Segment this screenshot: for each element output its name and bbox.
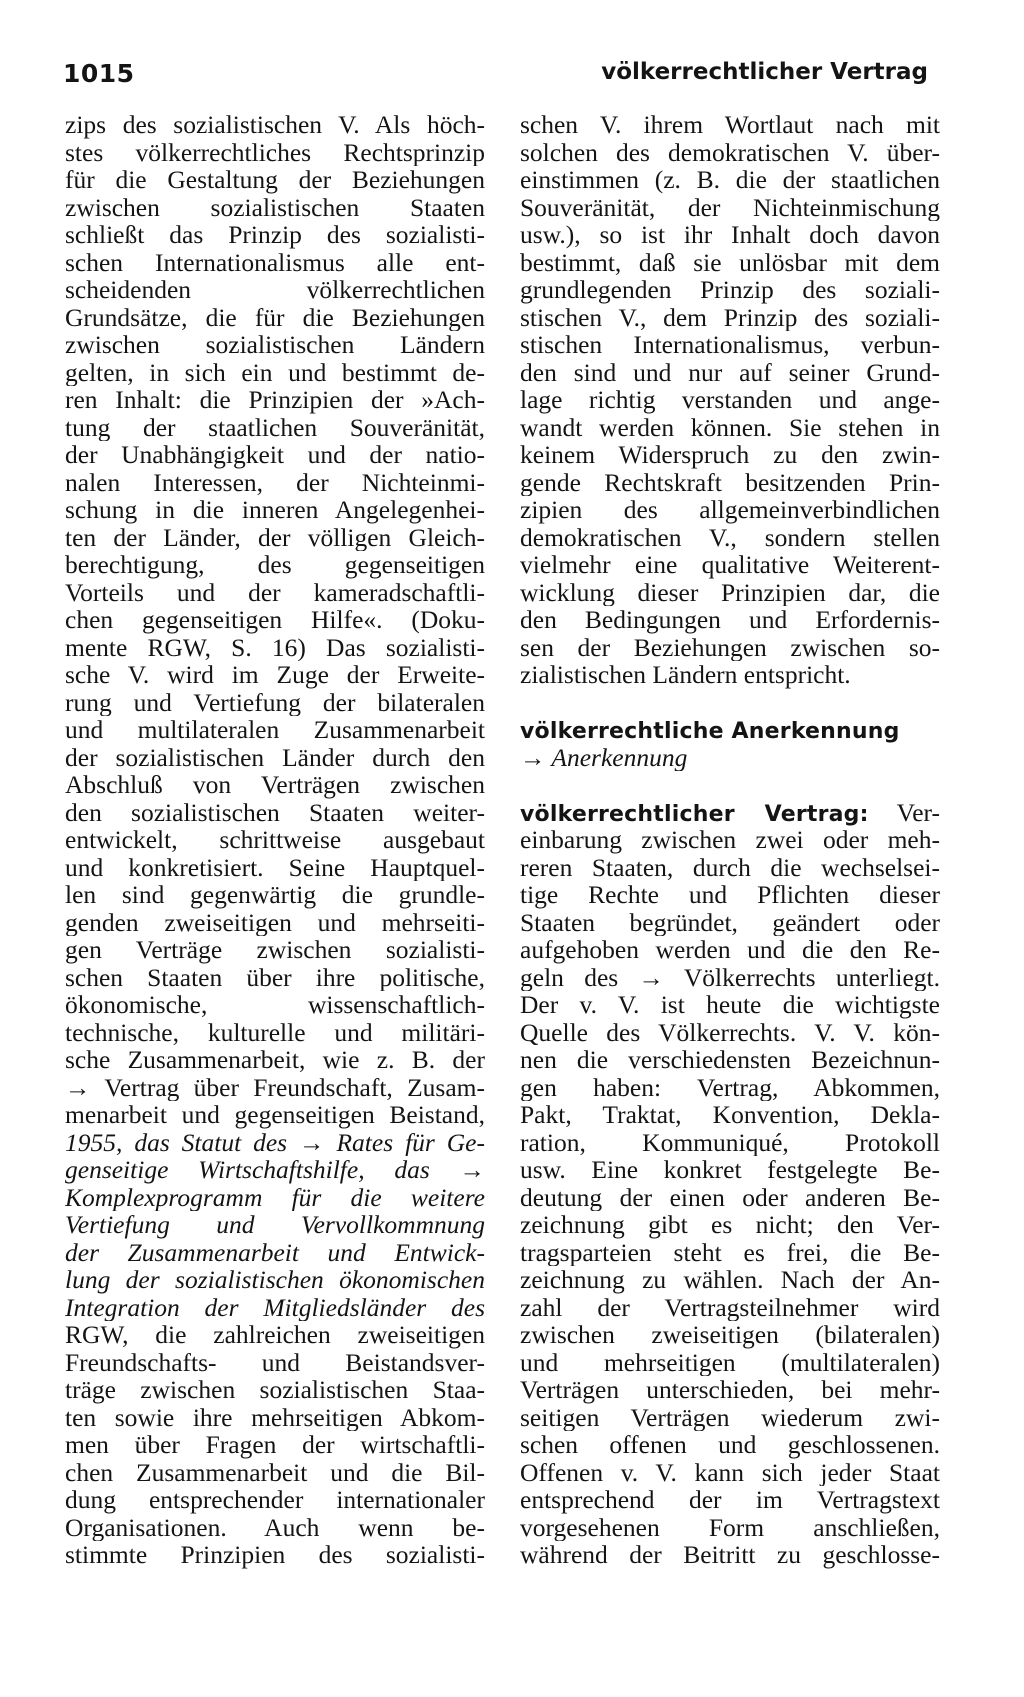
entry-headword: [520, 799, 940, 827]
text-line: und multilateralen Zusammenarbeit: [65, 716, 485, 744]
text-line: vorgesehenen Form anschließen,: [520, 1513, 940, 1541]
entry-headword-text: völkerrechtlicher Vertrag:: [520, 801, 869, 826]
text-line: zeichnung zu wählen. Nach der An-: [520, 1266, 940, 1294]
right-column: [520, 111, 940, 1569]
text-line: berechtigung, des gegenseitigen: [65, 551, 485, 579]
text-line: reren Staaten, durch die wechselsei-: [520, 853, 940, 881]
text-line: wandt werden können. Sie stehen in: [520, 413, 940, 441]
text-line: schung in die inneren Angelegenhei-: [65, 496, 485, 524]
text-line: → Vertrag über Freundschaft, Zusam-: [65, 1073, 485, 1101]
text-line: für die Gestaltung der Beziehungen: [65, 166, 485, 194]
entry-text: Ver-: [868, 798, 940, 826]
text-line: Freundschafts- und Beistandsver-: [65, 1348, 485, 1376]
text-line: zwischen sozialistischen Ländern: [65, 331, 485, 359]
text-line: nalen Interessen, der Nichteinmi-: [65, 468, 485, 496]
text-line: gen haben: Vertrag, Abkommen,: [520, 1073, 940, 1101]
text-line: den sind und nur auf seiner Grund-: [520, 358, 940, 386]
text-line: nen die verschiedensten Bezeichnun-: [520, 1046, 940, 1074]
text-line: lung der sozialistischen ökonomischen: [65, 1266, 485, 1294]
text-line: Organisationen. Auch wenn be-: [65, 1513, 485, 1541]
text-line: Staaten begründet, geändert oder: [520, 908, 940, 936]
text-line: 1955, das Statut des → Rates für Ge-: [65, 1128, 485, 1156]
text-line: dung entsprechender internationaler: [65, 1486, 485, 1514]
text-line: rung und Vertiefung der bilateralen: [65, 688, 485, 716]
text-line: tragsparteien steht es frei, die Be-: [520, 1238, 940, 1266]
entry-spacer: [520, 771, 940, 799]
text-line: schen Staaten über ihre politische,: [65, 963, 485, 991]
text-line: stischen Internationalismus, verbun-: [520, 331, 940, 359]
text-line: gelten, in sich ein und bestimmt de-: [65, 358, 485, 386]
text-line: Verträgen unterschieden, bei mehr-: [520, 1376, 940, 1404]
entry-spacer: [520, 689, 940, 717]
text-line: ten der Länder, der völligen Gleich-: [65, 523, 485, 551]
text-line: zips des sozialistischen V. Als höch-: [65, 111, 485, 139]
right-continuation: [520, 111, 940, 689]
text-line: sen der Beziehungen zwischen so-: [520, 633, 940, 661]
text-line: sche Zusammenarbeit, wie z. B. der: [65, 1046, 485, 1074]
entry-headword-text: völkerrechtliche Anerkennung: [520, 719, 900, 744]
text-line: deutung der einen oder anderen Be-: [520, 1183, 940, 1211]
text-line: wicklung dieser Prinzipien dar, die: [520, 578, 940, 606]
text-line: usw.), so ist ihr Inhalt doch davon: [520, 221, 940, 249]
text-line: einstimmen (z. B. die der staatlichen: [520, 166, 940, 194]
text-line: entwickelt, schrittweise ausgebaut: [65, 826, 485, 854]
text-line: und konkretisiert. Seine Hauptquel-: [65, 853, 485, 881]
text-line: ration, Kommuniqué, Protokoll: [520, 1128, 940, 1156]
text-line: ökonomische, wissenschaftlich-: [65, 991, 485, 1019]
text-line: Souveränität, der Nichteinmischung: [520, 193, 940, 221]
text-line: stimmte Prinzipien des sozialisti-: [65, 1541, 485, 1569]
text-line: technische, kulturelle und militäri-: [65, 1018, 485, 1046]
text-line: Quelle des Völkerrechts. V. V. kön-: [520, 1018, 940, 1046]
text-line: zwischen zweiseitigen (bilateralen): [520, 1321, 940, 1349]
text-line: demokratischen V., sondern stellen: [520, 523, 940, 551]
text-line: keinem Widerspruch zu den zwin-: [520, 441, 940, 469]
text-line: Abschluß von Verträgen zwischen: [65, 771, 485, 799]
text-line: der Unabhängigkeit und der natio-: [65, 441, 485, 469]
text-line: genden zweiseitigen und mehrseiti-: [65, 908, 485, 936]
text-line: vielmehr eine qualitative Weiterent-: [520, 551, 940, 579]
text-line: Offenen v. V. kann sich jeder Staat: [520, 1458, 940, 1486]
text-line: mente RGW, S. 16) Das sozialisti-: [65, 633, 485, 661]
text-line: solchen des demokratischen V. über-: [520, 138, 940, 166]
text-line: scheidenden völkerrechtlichen: [65, 276, 485, 304]
text-line: seitigen Verträgen wiederum zwi-: [520, 1403, 940, 1431]
text-line: gende Rechtskraft besitzenden Prin-: [520, 468, 940, 496]
text-line: ren Inhalt: die Prinzipien der »Ach-: [65, 386, 485, 414]
text-line: Der v. V. ist heute die wichtigste: [520, 991, 940, 1019]
text-line: zeichnung gibt es nicht; den Ver-: [520, 1211, 940, 1239]
text-line: und mehrseitigen (multilateralen): [520, 1348, 940, 1376]
text-line: Vertiefung und Vervollkommnung: [65, 1211, 485, 1239]
text-line: tige Rechte und Pflichten dieser: [520, 881, 940, 909]
text-line: genseitige Wirtschaftshilfe, das →: [65, 1156, 485, 1184]
text-line: schen Internationalismus alle ent-: [65, 248, 485, 276]
text-line: men über Fragen der wirtschaftli-: [65, 1431, 485, 1459]
text-line: schen offenen und geschlossenen.: [520, 1431, 940, 1459]
text-line: stischen V., dem Prinzip des soziali-: [520, 303, 940, 331]
text-line: zipien des allgemeinverbindlichen: [520, 496, 940, 524]
text-line: träge zwischen sozialistischen Staa-: [65, 1376, 485, 1404]
text-line: stes völkerrechtliches Rechtsprinzip: [65, 138, 485, 166]
text-line: Pakt, Traktat, Konvention, Dekla-: [520, 1101, 940, 1129]
text-line: gen Verträge zwischen sozialisti-: [65, 936, 485, 964]
entry-body: [520, 826, 940, 1569]
text-line: tung der staatlichen Souveränität,: [65, 413, 485, 441]
text-line: Komplexprogramm für die weitere: [65, 1183, 485, 1211]
text-line: ten sowie ihre mehrseitigen Abkom-: [65, 1403, 485, 1431]
text-line: chen gegenseitigen Hilfe«. (Doku-: [65, 606, 485, 634]
text-line: der sozialistischen Länder durch den: [65, 743, 485, 771]
text-line: schen V. ihrem Wortlaut nach mit: [520, 111, 940, 139]
running-head: völkerrechtlicher Vertrag: [601, 59, 928, 85]
text-line: lage richtig verstanden und ange-: [520, 386, 940, 414]
text-line: Grundsätze, die für die Beziehungen: [65, 303, 485, 331]
entry-headword: [520, 716, 940, 744]
text-line: während der Beitritt zu geschlosse-: [520, 1541, 940, 1569]
left-column: [65, 111, 485, 1569]
text-line: zahl der Vertragsteilnehmer wird: [520, 1293, 940, 1321]
text-line: geln des → Völkerrechts unterliegt.: [520, 963, 940, 991]
text-line: aufgehoben werden und die den Re-: [520, 936, 940, 964]
text-line: bestimmt, daß sie unlösbar mit dem: [520, 248, 940, 276]
text-line: zwischen sozialistischen Staaten: [65, 193, 485, 221]
text-line: grundlegenden Prinzip des soziali-: [520, 276, 940, 304]
entry-cross-reference: → Anerkennung: [520, 743, 688, 771]
text-line: sche V. wird im Zuge der Erweite-: [65, 661, 485, 689]
text-line: Vorteils und der kameradschaftli-: [65, 578, 485, 606]
text-line: Integration der Mitgliedsländer des: [65, 1293, 485, 1321]
text-line: der Zusammenarbeit und Entwick-: [65, 1238, 485, 1266]
text-line: menarbeit und gegenseitigen Beistand,: [65, 1101, 485, 1129]
text-line: schließt das Prinzip des sozialisti-: [65, 221, 485, 249]
text-line: den sozialistischen Staaten weiter-: [65, 798, 485, 826]
text-line: entsprechend der im Vertragstext: [520, 1486, 940, 1514]
text-line: len sind gegenwärtig die grundle-: [65, 881, 485, 909]
text-line: RGW, die zahlreichen zweiseitigen: [65, 1321, 485, 1349]
text-line: zialistischen Ländern entspricht.: [520, 661, 851, 689]
text-line: usw. Eine konkret festgelegte Be-: [520, 1156, 940, 1184]
page-number: 1015: [63, 59, 135, 88]
text-line: einbarung zwischen zwei oder meh-: [520, 826, 940, 854]
text-line: den Bedingungen und Erfordernis-: [520, 606, 940, 634]
text-line: chen Zusammenarbeit und die Bil-: [65, 1458, 485, 1486]
